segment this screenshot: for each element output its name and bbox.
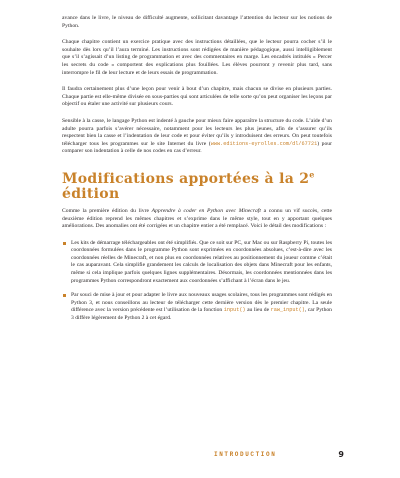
code-input: input() <box>223 307 246 314</box>
running-footer-label: INTRODUCTION <box>214 451 277 458</box>
download-link[interactable]: www.editions-eyrolles.com/dl/67721 <box>210 140 318 147</box>
paragraph-exercises: Chaque chapitre contient un exercice pratique avec des instructions détaillées, que le lecteur pourra cocher s’il le souhaite dès lors qu’il l’aura terminé. Les instructions sont rédigées de manière pédagogique, aussi intelligiblement que s’il s’agissait d’un listing de programmation et avec des commentaires en marge. Les encadrés intitulés « Percer les secrets du code » comportent des explications plus fouillées. Les élèves pourront y revenir plus tard, sans interrompre le fil de leur lecture et de leurs essais de programmation. <box>62 39 332 76</box>
section-heading-superscript: e <box>309 169 315 180</box>
square-bullet-icon <box>63 294 66 297</box>
paragraph-intro <box>62 208 332 231</box>
paragraph-continuation: avance dans le livre, le niveau de difficulté augmente, sollicitant davantage l’attention du lecteur sur les notions de Python. <box>62 15 332 29</box>
book-title: Apprendre à coder en Python avec Minecraft <box>151 207 261 214</box>
list-item-text-middle: au lieu de <box>245 307 271 314</box>
paragraph-indentation <box>62 118 332 156</box>
list-item <box>71 240 332 286</box>
intro-text-end: a connu un vif succès, cette deuxième édition reprend les mêmes chapitres et s’exprime dans le même style, tout en y apportant quelques améliorations. Des anomalies ont été corrigées et un chapitre entier a été remplacé. Voici le détail des modifications : <box>62 207 332 230</box>
section-heading <box>62 169 332 202</box>
section-heading-main: Modifications apportées à la 2 <box>62 170 310 187</box>
list-item-text: Par souci de mise à jour et pour adapter le livre aux nouveaux usages scolaires, tous les programmes sont rédigés en Python 3, et nous conseillons au lecteur de télécharger cette dernière version dès le premier chapitre. La seule différence avec la version précédente est l’utilisation de la fonction <box>71 292 332 314</box>
paragraph-lessons: Il faudra certainement plus d’une leçon pour venir à bout d’un chapitre, mais chacun se divise en plusieurs parties. Chaque partie est elle-même divisée en sous-parties qui sont articulées de telle sorte qu’on peut organiser les leçons par objectif ou étaler une activité sur plusieurs cours. <box>62 86 332 108</box>
list-item <box>71 292 332 322</box>
list-item-text-end: , car Python 3 diffère légèrement de Python 2 à cet égard. <box>71 307 332 322</box>
code-raw-input: raw_input() <box>270 307 305 314</box>
paragraph-indentation-text: Sensible à la casse, le langage Python est indenté à gauche pour mieux faire apparaître la structure du code. L’aide d’un adulte pourra parfois s’avérer nécessaire, notamment pour les lecteurs les plus jeunes, afin de s’assurer qu’ils respectent bien la casse et l’indentation de leur code et pour éviter qu’ils y introduisent des erreurs. On peut toutefois télécharger tous les programmes sur le site Internet du livre ( <box>62 117 332 147</box>
square-bullet-icon <box>63 242 66 245</box>
page-number: 9 <box>338 450 344 459</box>
paragraph-indentation-end: ) pour comparer son indentation à celle de nos codes en cas d’erreur. <box>62 140 332 155</box>
page-content <box>62 15 332 330</box>
page-footer <box>214 450 344 459</box>
intro-text-start: Comme la première édition du livre <box>62 207 152 214</box>
modifications-list <box>62 240 332 323</box>
list-item-text: Les kits de démarrage téléchargeables ont été simplifiés. Que ce soit sur PC, sur Mac ou sur Raspberry Pi, toutes les coordonnées formulées dans le programme Python sont exprimées en coordonnées absolues, c’est-à-dire avec les coordonnées réelles de Minecraft, et non plus en coordonnées relatives au positionnement du joueur comme c’était le cas auparavant. Cela simplifie grandement les calculs de localisation des objets dans Minecraft pour les enfants, même si cela implique parfois quelques lignes supplémentaires. Désormais, les coordonnées mentionnées dans les programmes Python correspondront exactement aux coordonnées s’affichant à l’écran dans le jeu. <box>71 239 332 284</box>
section-heading-end: édition <box>62 185 120 202</box>
